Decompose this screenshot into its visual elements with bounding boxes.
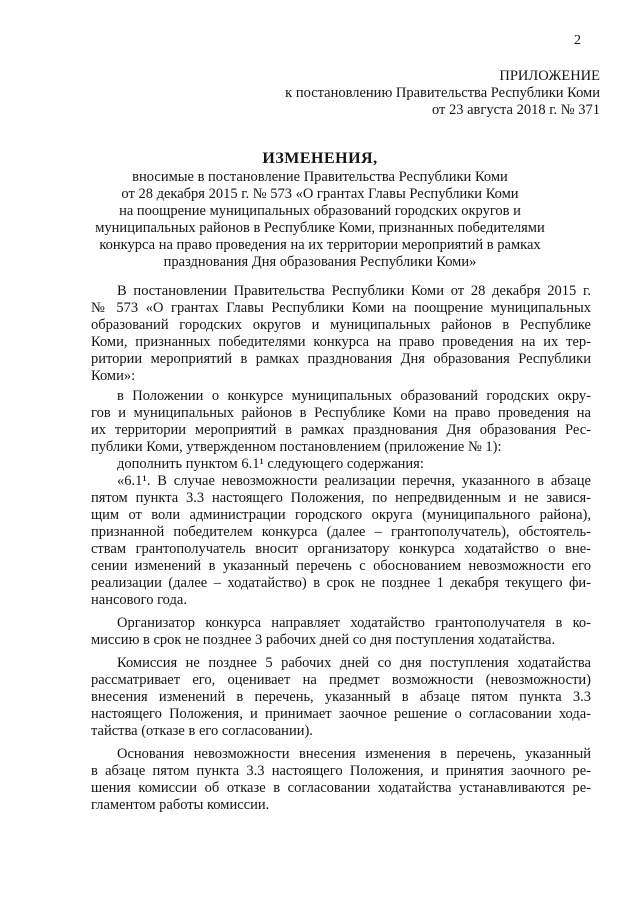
text-line: дополнить пунктом 6.1¹ следующего содержания:: [117, 456, 424, 472]
text-line: публики Коми, утвержденном постановлением (приложение № 1):: [91, 439, 502, 455]
subtitle-line: муниципальных районов в Республике Коми, признанных победителями: [95, 220, 545, 236]
paragraph-commission: [91, 655, 591, 740]
text-line: внесения изменений в перечень, указанный в абзаце пятом пункта 3.3: [91, 689, 591, 705]
paragraph-preamble: [91, 283, 591, 385]
text-line: ствам грантополучатель вносит организатору конкурса ходатайство о вне-: [91, 541, 591, 557]
appendix-decree-reference: к постановлению Правительства Республики Коми: [285, 85, 600, 101]
paragraph-regulation: [91, 388, 591, 456]
text-line: Коми, признанных победителями конкурса на право проведения на их тер-: [91, 334, 591, 350]
paragraph-add-clause: [91, 456, 591, 473]
text-line: гламентом работы комиссии.: [91, 797, 270, 813]
text-line: ритории мероприятий в рамках празднования Дня образования Республики: [91, 351, 591, 367]
text-line: гов и муниципальных районов в Республике Коми на право проведения на: [91, 405, 591, 421]
text-line: Комиссия не позднее 5 рабочих дней со дня поступления ходатайства: [117, 655, 591, 671]
document-subtitle: [60, 169, 580, 271]
text-line: образований городских округов и муниципальных районов в Республике: [91, 317, 591, 333]
text-line: признанной победителем конкурса (далее – грантополучатель), обстоятель-: [91, 524, 591, 540]
document-body: [91, 283, 591, 814]
subtitle-line: празднования Дня образования Республики Коми»: [163, 254, 477, 270]
text-line: нансового года.: [91, 592, 187, 608]
text-line: Коми»:: [91, 368, 136, 384]
page-number: 2: [574, 33, 581, 48]
paragraph-clause-6-1: [91, 473, 591, 609]
text-line: рассматривает его, оценивает на предмет возможности (невозможности): [91, 672, 591, 688]
text-line: их территории мероприятий в рамках празднования Дня образования Рес-: [91, 422, 591, 438]
text-line: в абзаце пятом пункта 3.3 настоящего Положения, и принятия заочного ре-: [91, 763, 591, 779]
text-line: тайства (отказе в его согласовании).: [91, 723, 313, 739]
paragraph-grounds: [91, 746, 591, 814]
text-line: миссию в срок не позднее 3 рабочих дней со дня поступления ходатайства.: [91, 632, 556, 648]
text-line: В постановлении Правительства Республики Коми от 28 декабря 2015 г.: [117, 283, 591, 299]
text-line: реализации (далее – ходатайство) в срок не позднее 1 декабря текущего фи-: [91, 575, 591, 591]
text-line: пятом пункта 3.3 настоящего Положения, по непредвиденным и не завися-: [91, 490, 591, 506]
document-title: ИЗМЕНЕНИЯ,: [262, 150, 378, 167]
appendix-decree-date: от 23 августа 2018 г. № 371: [431, 102, 600, 118]
text-line: № 573 «О грантах Главы Республики Коми на поощрение муниципальных: [91, 300, 591, 316]
text-line: настоящего Положения, и принимает заочное решение о согласовании хода-: [91, 706, 591, 722]
paragraph-organizer: [91, 615, 591, 649]
text-line: щим от воли администрации городского округа (муниципального района),: [91, 507, 591, 523]
text-line: Основания невозможности внесения изменения в перечень, указанный: [117, 746, 591, 762]
subtitle-line: от 28 декабря 2015 г. № 573 «О грантах Главы Республики Коми: [121, 186, 519, 202]
document-title-block: [60, 150, 580, 271]
text-line: «6.1¹. В случае невозможности реализации перечня, указанного в абзаце: [117, 473, 591, 489]
subtitle-line: на поощрение муниципальных образований городских округов и: [119, 203, 521, 219]
text-line: Организатор конкурса направляет ходатайство грантополучателя в ко-: [117, 615, 591, 631]
text-line: шения комиссии об отказе в согласовании ходатайства устанавливаются ре-: [91, 780, 591, 796]
subtitle-line: конкурса на право проведения на их территории мероприятий в рамках: [99, 237, 541, 253]
text-line: сении изменений в указанный перечень с обоснованием невозможности его: [91, 558, 591, 574]
subtitle-line: вносимые в постановление Правительства Республики Коми: [132, 169, 508, 185]
appendix-label: ПРИЛОЖЕНИЕ: [499, 68, 600, 84]
text-line: в Положении о конкурсе муниципальных образований городских окру-: [117, 388, 591, 404]
appendix-header: [180, 68, 600, 119]
